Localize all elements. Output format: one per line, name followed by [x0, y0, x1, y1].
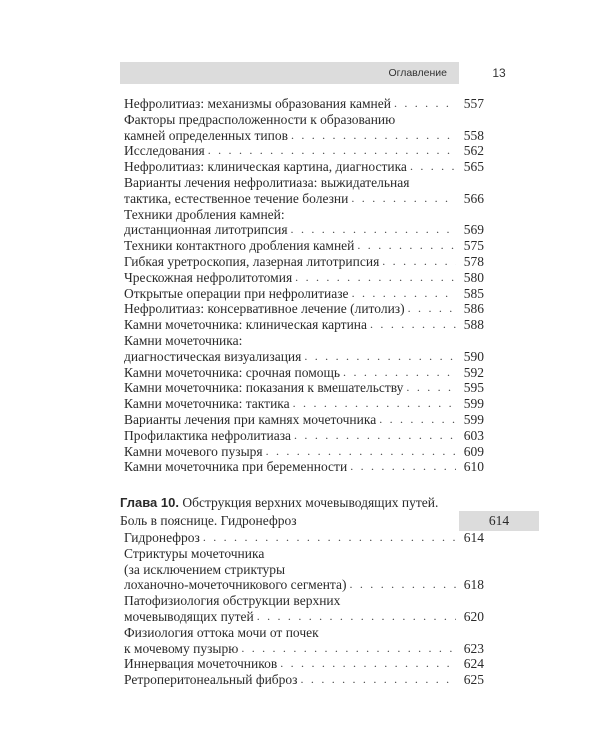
toc-entry-title-line	[124, 641, 458, 657]
toc-entry-title	[124, 625, 458, 657]
dot-leader	[293, 396, 456, 412]
toc-entry-text: Чрескожная нефролитотомия	[124, 269, 293, 285]
dot-leader	[351, 191, 456, 207]
toc-entry-title-line	[124, 625, 458, 641]
toc-entry[interactable]	[124, 672, 484, 688]
dot-leader	[301, 672, 456, 688]
toc-entry[interactable]	[124, 444, 484, 460]
toc-entry-text: Камни мочеточника: тактика	[124, 396, 290, 412]
toc-entry-text: Профилактика нефролитиаза	[124, 427, 292, 443]
toc-entry-text: Физиология оттока мочи от почек	[124, 624, 319, 640]
toc-entry-text: к мочевому пузырю	[124, 640, 239, 656]
toc-entry-page-number: 590	[463, 348, 484, 364]
toc-entry-title-line	[124, 459, 458, 475]
toc-entry-text: Нефролитиаз: клиническая картина, диагностика	[124, 159, 407, 175]
toc-entry[interactable]	[124, 143, 484, 159]
dot-leader	[406, 380, 456, 396]
toc-entry-page-number: 623	[463, 640, 484, 656]
toc-entry[interactable]	[124, 412, 484, 428]
running-header-label: Оглавление	[120, 62, 459, 84]
toc-entry-page-number: 625	[463, 672, 484, 688]
toc-entry-title-line	[124, 562, 458, 578]
toc-entry-text: Варианты лечения нефролитиаза: выжидательная	[124, 174, 410, 190]
dot-leader	[352, 286, 456, 302]
dot-leader	[343, 365, 456, 381]
toc-entry[interactable]	[124, 333, 484, 365]
toc-entry-page-number: 585	[463, 285, 484, 301]
toc-entry-text: Камни мочеточника:	[124, 332, 243, 348]
chapter-title-part-1: Обструкция верхних мочевыводящих путей.	[182, 495, 439, 510]
toc-entry-page-number: 575	[463, 238, 484, 254]
toc-entry[interactable]	[124, 396, 484, 412]
toc-entry-title	[124, 530, 458, 546]
toc-section-chapter-10	[124, 530, 484, 688]
toc-entry-title-line	[124, 365, 458, 381]
toc-entry-text: (за исключением стриктуры	[124, 561, 286, 577]
toc-entry[interactable]	[124, 96, 484, 112]
toc-entry-text: камней определенных типов	[124, 127, 288, 143]
toc-entry-text: Варианты лечения при камнях мочеточника	[124, 411, 377, 427]
toc-entry-title-line	[124, 207, 458, 223]
toc-entry-page-number: 599	[463, 411, 484, 427]
toc-entry-page-number: 614	[463, 530, 484, 545]
toc-entry-title-line	[124, 396, 458, 412]
toc-entry-text: лоханочно-мочеточникового сегмента)	[124, 577, 347, 593]
toc-entry[interactable]	[124, 286, 484, 302]
toc-entry-title	[124, 546, 458, 593]
toc-entry-page-number: 558	[463, 127, 484, 143]
toc-entry-title	[124, 317, 458, 333]
toc-entry-title-line	[124, 301, 458, 317]
toc-entry-title	[124, 143, 458, 159]
toc-entry-text: Камни мочеточника при беременности	[124, 459, 348, 475]
toc-entry-page-number: 609	[463, 443, 484, 459]
toc-entry-page-number: 592	[463, 364, 484, 380]
toc-entry-title	[124, 112, 458, 144]
toc-entry-title-line	[124, 333, 458, 349]
toc-entry[interactable]	[124, 656, 484, 672]
toc-entry-text: Ретроперитонеальный фиброз	[124, 672, 298, 688]
toc-entry-text: Стриктуры мочеточника	[124, 545, 265, 561]
toc-entry-text: Техники контактного дробления камней	[124, 238, 355, 254]
dot-leader	[350, 459, 456, 475]
toc-entry-text: Открытые операции при нефролитиазе	[124, 285, 349, 301]
dot-leader	[379, 412, 456, 428]
toc-entry[interactable]	[124, 459, 484, 475]
dot-leader	[350, 577, 457, 593]
toc-entry-title	[124, 428, 458, 444]
toc-entry-page-number: 557	[463, 96, 484, 111]
toc-entry-title-line	[124, 191, 458, 207]
toc-entry-page-number: 610	[463, 459, 484, 475]
toc-entry-text: Камни мочевого пузыря	[124, 443, 263, 459]
dot-leader	[294, 428, 456, 444]
toc-entry-title	[124, 459, 458, 475]
running-header-page-number: 13	[492, 66, 506, 80]
toc-entry-title	[124, 286, 458, 302]
toc-entry-title	[124, 207, 458, 239]
dot-leader	[304, 349, 456, 365]
toc-entry-text: Камни мочеточника: клиническая картина	[124, 317, 368, 333]
toc-entry-page-number: 624	[463, 656, 484, 672]
toc-entry-title-line	[124, 159, 458, 175]
chapter-page-number: 614	[459, 511, 539, 531]
toc-entry-text: Гидронефроз	[124, 530, 200, 545]
toc-entry-title	[124, 656, 458, 672]
toc-entry-title-line	[124, 412, 458, 428]
toc-entry[interactable]	[124, 207, 484, 239]
toc-entry-title	[124, 396, 458, 412]
toc-entry[interactable]	[124, 270, 484, 286]
dot-leader	[291, 222, 456, 238]
toc-entry-title-line	[124, 128, 458, 144]
toc-entry[interactable]	[124, 112, 484, 144]
toc-entry-text: Патофизиология обструкции верхних	[124, 593, 341, 609]
toc-entry-text: тактика, естественное течение болезни	[124, 190, 349, 206]
toc-entry-title	[124, 175, 458, 207]
toc-entry-page-number: 566	[463, 190, 484, 206]
toc-entry-title-line	[124, 672, 458, 688]
chapter-number: Глава 10.	[120, 495, 179, 510]
dot-leader	[394, 96, 456, 112]
dot-leader	[203, 530, 456, 546]
dot-leader	[295, 270, 456, 286]
toc-entry-title-line	[124, 380, 458, 396]
toc-entry-page-number: 569	[463, 222, 484, 238]
toc-entry-title-line	[124, 656, 458, 672]
toc-entry-text: мочевыводящих путей	[124, 608, 254, 624]
toc-entry-title-line	[124, 546, 458, 562]
toc-entry-title-line	[124, 349, 458, 365]
toc-entry[interactable]	[124, 238, 484, 254]
dot-leader	[266, 444, 456, 460]
toc-entry-title-line	[124, 175, 458, 191]
toc-entry-text: Факторы предрасположенности к образованию	[124, 111, 396, 127]
dot-leader	[357, 238, 456, 254]
toc-entry-title	[124, 444, 458, 460]
toc-entry-text: диагностическая визуализация	[124, 348, 302, 364]
toc-entry-title-line	[124, 530, 458, 546]
toc-entry[interactable]	[124, 546, 484, 593]
toc-entry-text: Камни мочеточника: показания к вмешательству	[124, 380, 404, 396]
toc-entry-title-line	[124, 593, 458, 609]
chapter-title-line-1	[120, 494, 539, 511]
toc-entry-page-number: 562	[463, 143, 484, 159]
running-header	[120, 62, 539, 84]
toc-entry-title	[124, 238, 458, 254]
toc-entry-page-number: 578	[463, 253, 484, 269]
toc-entry-title	[124, 333, 458, 365]
dot-leader	[408, 301, 456, 317]
toc-entry-title-line	[124, 577, 458, 593]
toc-entry-page-number: 586	[463, 301, 484, 317]
toc-entry[interactable]	[124, 530, 484, 546]
chapter-heading[interactable]	[120, 494, 539, 531]
toc-section-chapter-9	[124, 96, 484, 475]
toc-entry-page-number: 580	[463, 269, 484, 285]
dot-leader	[241, 641, 456, 657]
toc-entry-title	[124, 672, 458, 688]
toc-entry-page-number: 620	[463, 608, 484, 624]
toc-entry-title	[124, 96, 458, 112]
chapter-title-part-2: Боль в пояснице. Гидронефроз	[120, 513, 297, 528]
toc-entry-title-line	[124, 96, 458, 112]
toc-entry-title-line	[124, 112, 458, 128]
dot-leader	[280, 656, 456, 672]
toc-entry-title-line	[124, 428, 458, 444]
toc-entry[interactable]	[124, 428, 484, 444]
toc-entry[interactable]	[124, 365, 484, 381]
toc-entry-title-line	[124, 270, 458, 286]
toc-entry-title-line	[124, 317, 458, 333]
toc-entry-page-number: 595	[463, 380, 484, 396]
toc-entry-title	[124, 159, 458, 175]
dot-leader	[208, 143, 456, 159]
toc-entry-text: Техники дробления камней:	[124, 206, 285, 222]
toc-entry-page-number: 588	[463, 317, 484, 333]
toc-entry[interactable]	[124, 159, 484, 175]
toc-entry-text: Нефролитиаз: механизмы образования камней	[124, 96, 391, 111]
toc-entry[interactable]	[124, 175, 484, 207]
toc-entry-text: дистанционная литотрипсия	[124, 222, 288, 238]
toc-entry-page-number: 603	[463, 427, 484, 443]
toc-entry[interactable]	[124, 254, 484, 270]
toc-entry[interactable]	[124, 625, 484, 657]
toc-entry-title-line	[124, 238, 458, 254]
toc-entry-title-line	[124, 222, 458, 238]
toc-entry-text: Нефролитиаз: консервативное лечение (литолиз)	[124, 301, 405, 317]
toc-entry-title	[124, 270, 458, 286]
toc-entry-title	[124, 301, 458, 317]
toc-entry-title-line	[124, 609, 458, 625]
toc-entry-title-line	[124, 444, 458, 460]
toc-entry[interactable]	[124, 380, 484, 396]
dot-leader	[410, 159, 456, 175]
toc-entry-title	[124, 365, 458, 381]
dot-leader	[291, 128, 456, 144]
toc-entry-title	[124, 593, 458, 625]
toc-entry-page-number: 599	[463, 396, 484, 412]
toc-entry-text: Иннервация мочеточников	[124, 656, 278, 672]
toc-entry-title	[124, 412, 458, 428]
toc-entry-text: Камни мочеточника: срочная помощь	[124, 364, 341, 380]
toc-entry-title-line	[124, 143, 458, 159]
dot-leader	[257, 609, 456, 625]
chapter-title-line-2	[120, 511, 539, 531]
toc-entry-page-number: 565	[463, 159, 484, 175]
toc-entry[interactable]	[124, 317, 484, 333]
toc-entry-page-number: 618	[463, 577, 484, 593]
toc-entry-text: Исследования	[124, 143, 205, 159]
toc-entry-title-line	[124, 254, 458, 270]
toc-entry-title	[124, 254, 458, 270]
toc-entry-title	[124, 380, 458, 396]
toc-entry[interactable]	[124, 593, 484, 625]
toc-entry-text: Гибкая уретроскопия, лазерная литотрипсия	[124, 253, 380, 269]
dot-leader	[370, 317, 456, 333]
toc-entry-title-line	[124, 286, 458, 302]
dot-leader	[382, 254, 456, 270]
toc-entry[interactable]	[124, 301, 484, 317]
